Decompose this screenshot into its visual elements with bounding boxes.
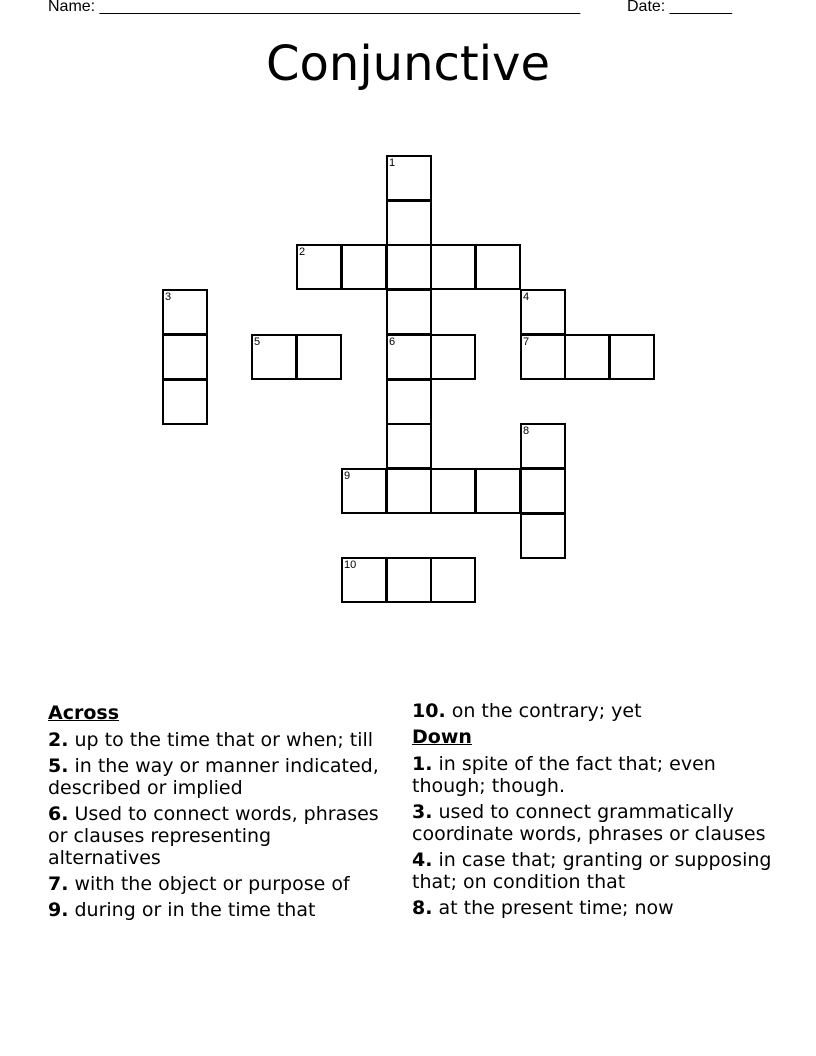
crossword-cell[interactable] bbox=[430, 557, 476, 603]
crossword-cell[interactable] bbox=[475, 468, 521, 514]
clue-across-7 bbox=[48, 873, 388, 895]
clue-text: with the object or purpose of bbox=[68, 873, 350, 895]
clue-text: on the contrary; yet bbox=[445, 700, 642, 722]
crossword-cell[interactable] bbox=[520, 513, 566, 559]
clue-across-6 bbox=[48, 803, 388, 869]
date-field[interactable]: Date: _______ bbox=[627, 0, 732, 15]
crossword-cell[interactable] bbox=[341, 557, 387, 603]
crossword-cell[interactable] bbox=[386, 379, 432, 425]
crossword-cell[interactable] bbox=[609, 334, 655, 380]
clues-left-column bbox=[48, 700, 388, 925]
clue-number: 1. bbox=[412, 753, 433, 775]
name-field[interactable]: Name: ______________________________________________________ bbox=[48, 0, 581, 15]
clue-number: 3. bbox=[412, 801, 433, 823]
cell-number: 3 bbox=[165, 291, 172, 303]
crossword-cell[interactable] bbox=[386, 423, 432, 469]
down-heading: Down bbox=[412, 726, 472, 748]
crossword-cell[interactable] bbox=[386, 155, 432, 201]
crossword-cell[interactable] bbox=[162, 379, 208, 425]
crossword-cell[interactable] bbox=[296, 244, 342, 290]
clue-text: at the present time; now bbox=[432, 897, 674, 919]
crossword-cell[interactable] bbox=[430, 334, 476, 380]
cell-number: 1 bbox=[389, 157, 396, 169]
crossword-cell[interactable] bbox=[296, 334, 342, 380]
crossword-cell[interactable] bbox=[430, 244, 476, 290]
cell-number: 9 bbox=[344, 470, 351, 482]
crossword-cell[interactable] bbox=[162, 289, 208, 335]
clue-text: up to the time that or when; till bbox=[68, 729, 374, 751]
clue-down-1 bbox=[412, 753, 772, 797]
cell-number: 7 bbox=[523, 336, 530, 348]
crossword-cell[interactable] bbox=[520, 423, 566, 469]
clues-right-column bbox=[412, 700, 772, 923]
crossword-cell[interactable] bbox=[520, 468, 566, 514]
crossword-cell[interactable] bbox=[386, 200, 432, 246]
cell-number: 4 bbox=[523, 291, 530, 303]
cell-number: 10 bbox=[344, 559, 357, 571]
clue-number: 7. bbox=[48, 873, 69, 895]
clue-across-5 bbox=[48, 755, 388, 799]
clue-number: 8. bbox=[412, 897, 433, 919]
crossword-cell[interactable] bbox=[386, 468, 432, 514]
crossword-cell[interactable] bbox=[520, 334, 566, 380]
clue-down-4 bbox=[412, 849, 772, 893]
cell-number: 2 bbox=[299, 246, 306, 258]
crossword-cell[interactable] bbox=[475, 244, 521, 290]
clue-across-10 bbox=[412, 700, 772, 722]
clue-number: 4. bbox=[412, 849, 433, 871]
clue-across-9 bbox=[48, 899, 388, 921]
crossword-cell[interactable] bbox=[386, 289, 432, 335]
cell-number: 8 bbox=[523, 425, 530, 437]
crossword-cell[interactable] bbox=[564, 334, 610, 380]
clue-text: in case that; granting or supposing that; on condition that bbox=[412, 849, 772, 893]
clue-down-8 bbox=[412, 897, 772, 919]
crossword-cell[interactable] bbox=[251, 334, 297, 380]
cell-number: 6 bbox=[389, 336, 396, 348]
cell-number: 5 bbox=[254, 336, 261, 348]
clue-text: Used to connect words, phrases or clauses representing alternatives bbox=[48, 803, 379, 869]
crossword-cell[interactable] bbox=[162, 334, 208, 380]
clue-across-2 bbox=[48, 729, 388, 751]
crossword-cell[interactable] bbox=[386, 557, 432, 603]
clue-text: in spite of the fact that; even though; though. bbox=[412, 753, 716, 797]
clue-text: during or in the time that bbox=[68, 899, 316, 921]
clue-down-3 bbox=[412, 801, 772, 845]
clue-text: used to connect grammatically coordinate words, phrases or clauses bbox=[412, 801, 766, 845]
across-heading: Across bbox=[48, 702, 120, 724]
crossword-cell[interactable] bbox=[520, 289, 566, 335]
page-title: Conjunctive bbox=[266, 36, 550, 92]
clue-number: 5. bbox=[48, 755, 69, 777]
crossword-cell[interactable] bbox=[386, 334, 432, 380]
clue-text: in the way or manner indicated, described or implied bbox=[48, 755, 379, 799]
clue-number: 2. bbox=[48, 729, 69, 751]
clue-number: 6. bbox=[48, 803, 69, 825]
crossword-cell[interactable] bbox=[341, 244, 387, 290]
crossword-cell[interactable] bbox=[430, 468, 476, 514]
clue-number: 10. bbox=[412, 700, 446, 722]
crossword-cell[interactable] bbox=[341, 468, 387, 514]
crossword-cell[interactable] bbox=[386, 244, 432, 290]
clue-number: 9. bbox=[48, 899, 69, 921]
